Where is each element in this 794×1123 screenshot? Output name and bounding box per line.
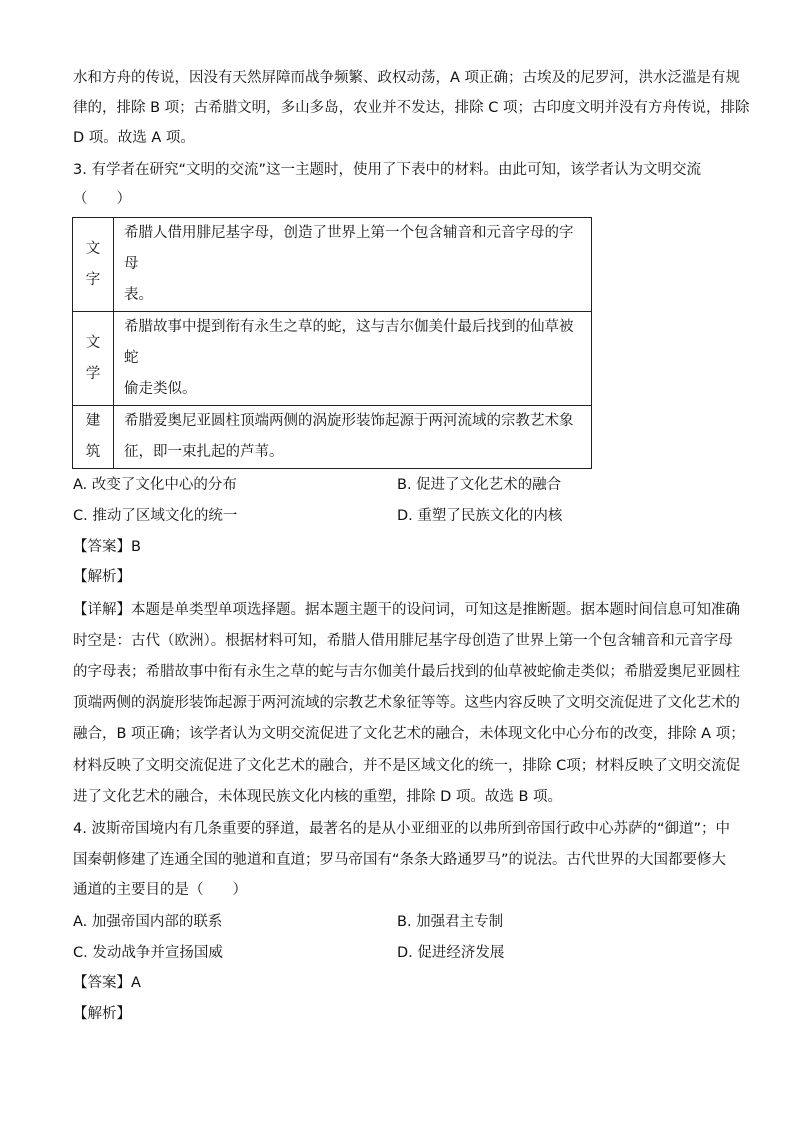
option-b: B. 加强君主专制 (397, 914, 504, 930)
detail-line: 顶端两侧的涡旋形装饰起源于两河流域的宗教艺术象征等等。这些内容反映了文明交流促进了文化艺术的 (73, 695, 740, 711)
analysis-label: 【解析】 (73, 569, 131, 585)
detail-line: 的字母表；希腊故事中衔有永生之草的蛇与吉尔伽美什最后找到的仙草被蛇偷走类似；希腊爱奥尼亚圆柱 (73, 664, 740, 680)
material-cell: 希腊人借用腓尼基字母，创造了世界上第一个包含辅音和元音字母的字母 表。 (114, 218, 592, 312)
option-c: C. 发动战争并宣扬国威 (73, 945, 223, 961)
answer-label: 【答案】B (73, 539, 141, 555)
table-row (73, 406, 592, 469)
question-4-stem: 4. 波斯帝国境内有几条重要的驿道，最著名的是从小亚细亚的以弗所到帝国行政中心苏萨的“御道”；中 (73, 821, 730, 837)
question-4-stem: 通道的主要目的是（ ） (73, 882, 247, 898)
analysis-label: 【解析】 (73, 1006, 131, 1022)
option-a: A. 改变了文化中心的分布 (73, 477, 237, 493)
intro-line: D 项。故选 A 项。 (73, 130, 195, 146)
intro-line: 律的，排除 B 项；古希腊文明，多山多岛，农业并不发达，排除 C 项；古印度文明并没有方舟传说，排除 (73, 100, 750, 116)
table-row (73, 312, 592, 406)
question-4-stem: 国秦朝修建了连通全国的驰道和直道；罗马帝国有“条条大路通罗马”的说法。古代世界的大国都要修大 (73, 852, 727, 868)
category-cell: 文 学 (73, 312, 114, 406)
material-cell: 希腊故事中提到衔有永生之草的蛇，这与吉尔伽美什最后找到的仙草被蛇 偷走类似。 (114, 312, 592, 406)
category-cell: 建 筑 (73, 406, 114, 469)
detail-line: 进了文化艺术的融合，未体现民族文化内核的重塑，排除 D 项。故选 B 项。 (73, 789, 563, 805)
detail-line: 融合，B 项正确；该学者认为文明交流促进了文化艺术的融合，未体现文化中心分布的改变，排除 A 项； (73, 726, 745, 742)
option-a: A. 加强帝国内部的联系 (73, 914, 223, 930)
intro-line: 水和方舟的传说，因没有天然屏障而战争频繁、政权动荡，A 项正确；古埃及的尼罗河，洪水泛滥是有规 (73, 70, 741, 86)
material-table (72, 217, 592, 469)
question-3-stem: 3. 有学者在研究“文明的交流”这一主题时，使用了下表中的材料。由此可知，该学者认为文明交流 (73, 162, 701, 178)
option-c: C. 推动了区域文化的统一 (73, 508, 238, 524)
question-3-blank: （ ） (73, 191, 131, 207)
option-d: D. 促进经济发展 (397, 945, 505, 961)
option-d: D. 重塑了民族文化的内核 (397, 508, 563, 524)
detail-line: 材料反映了文明交流促进了文化艺术的融合，并不是区域文化的统一，排除 C项；材料反映了文明交流促 (73, 758, 741, 774)
answer-label: 【答案】A (73, 975, 141, 991)
category-cell: 文 字 (73, 218, 114, 312)
detail-line: 时空是：古代（欧洲）。根据材料可知，希腊人借用腓尼基字母创造了世界上第一个包含辅音和元音字母 (73, 633, 733, 649)
detail-line: 【详解】本题是单类型单项选择题。据本题主题干的设问词，可知这是推断题。据本题时间信息可知准确 (73, 602, 740, 618)
table-row (73, 218, 592, 312)
material-cell: 希腊爱奥尼亚圆柱顶端两侧的涡旋形装饰起源于两河流域的宗教艺术象 征，即一束扎起的芦苇。 (114, 406, 592, 469)
option-b: B. 促进了文化艺术的融合 (397, 477, 562, 493)
